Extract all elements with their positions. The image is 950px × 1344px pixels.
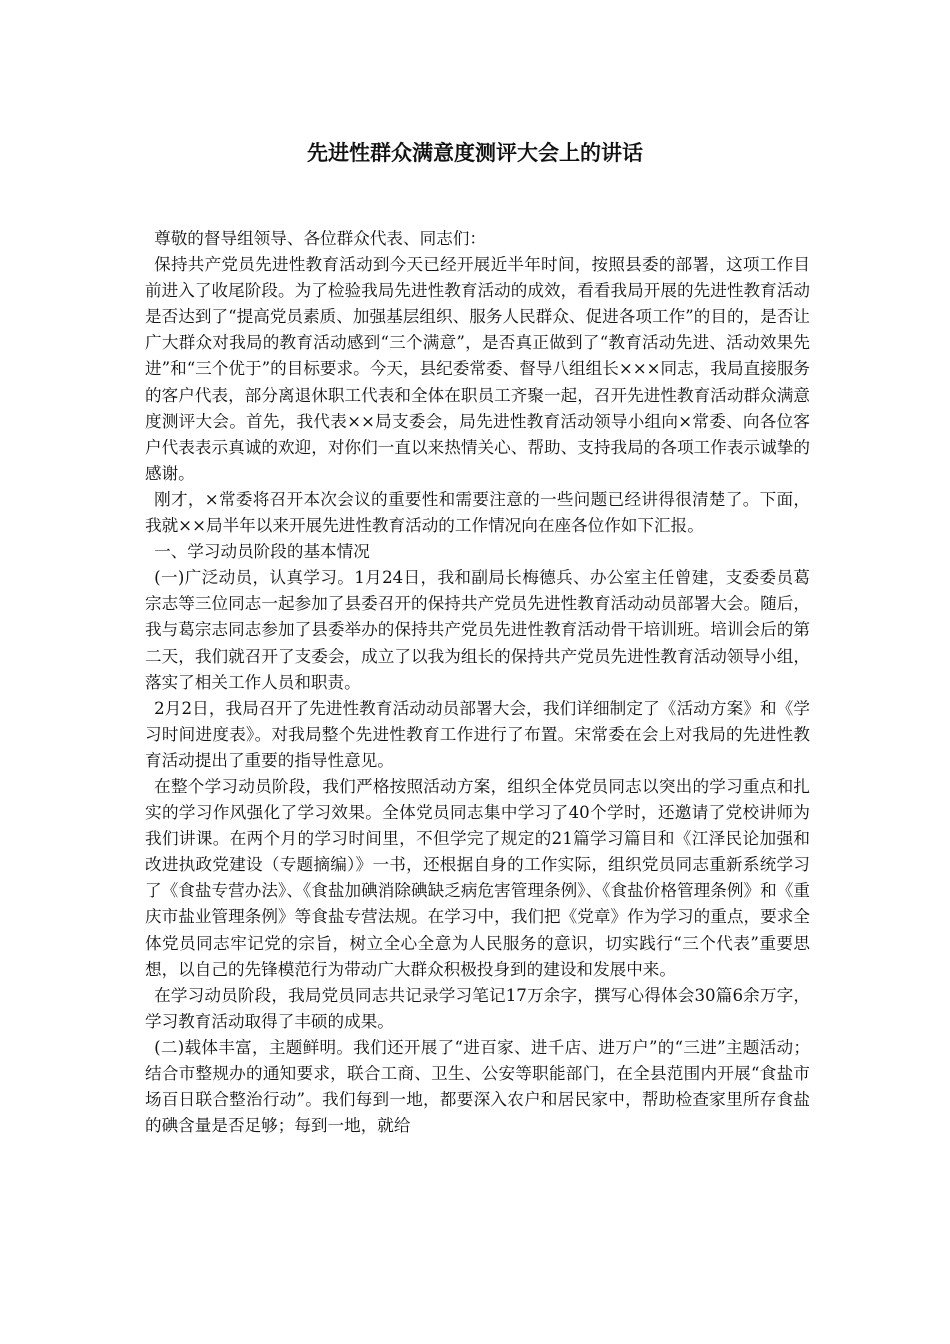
body-paragraph: 在学习动员阶段，我局党员同志共记录学习笔记17万余字，撰写心得体会30篇6余万字，学习教育活动取得了丰硕的成果。 <box>145 985 810 1031</box>
body-paragraph: (一)广泛动员，认真学习。1月24日，我和副局长梅德兵、办公室主任曾建，支委委员葛宗志等三位同志一起参加了县委召开的保持共产党员先进性教育活动动员部署大会。随后，我与葛宗志同志参加了县委举办的保持共产党员先进性教育活动骨干培训班。培训会后的第二天，我们就召开了支委会，成立了以我为组长的保持共产党员先进性教育活动领导小组，落实了相关工作人员和职责。 <box>145 568 810 692</box>
body-paragraph: 保持共产党员先进性教育活动到今天已经开展近半年时间，按照县委的部署，这项工作目前进入了收尾阶段。为了检验我局先进性教育活动的成效，看看我局开展的先进性教育活动是否达到了“提高党员素质、加强基层组织、服务人民群众、促进各项工作”的目的，是否让广大群众对我局的教育活动感到“三个满意”，是否真正做到了“教育活动先进、活动效果先进”和“三个优于”的目标要求。今天，县纪委常委、督导八组组长×××同志，我局直接服务的客户代表，部分离退休职工代表和全体在职员工齐聚一起，召开先进性教育活动群众满意度测评大会。首先，我代表××局支委会，局先进性教育活动领导小组向×常委、向各位客户代表表示真诚的欢迎，对你们一直以来热情关心、帮助、支持我局的各项工作表示诚挚的感谢。 <box>145 255 810 483</box>
body-paragraph: (二)载体丰富，主题鲜明。我们还开展了“进百家、进千店、进万户”的“三进”主题活动；结合市整规办的通知要求，联合工商、卫生、公安等职能部门，在全县范围内开展“食盐市场百日联合整治行动”。我们每到一地，都要深入农户和居民家中，帮助检查家里所存食盐的碘含量是否足够；每到一地，就给 <box>145 1037 810 1136</box>
document-title: 先进性群众满意度测评大会上的讲话 <box>307 140 643 165</box>
body-paragraph: 刚才，×常委将召开本次会议的重要性和需要注意的一些问题已经讲得很清楚了。下面，我就××局半年以来开展先进性教育活动的工作情况向在座各位作如下汇报。 <box>145 489 810 536</box>
body-paragraph: 在整个学习动员阶段，我们严格按照活动方案，组织全体党员同志以突出的学习重点和扎实的学习作风强化了学习效果。全体党员同志集中学习了40个学时，还邀请了党校讲师为我们讲课。在两个月的学习时间里，不但学完了规定的21篇学习篇目和《江泽民论加强和改进执政党建设（专题摘编）》一书，还根据自身的工作实际，组织党员同志重新系统学习了《食盐专营办法》、《食盐加碘消除碘缺乏病危害管理条例》、《食盐价格管理条例》和《重庆市盐业管理条例》等食盐专营法规。在学习中，我们把《党章》作为学习的重点，要求全体党员同志牢记党的宗旨，树立全心全意为人民服务的意识，切实践行“三个代表”重要思想，以自己的先锋模范行为带动广大群众积极投身到的建设和发展中来。 <box>145 776 810 979</box>
body-paragraph: 2月2日，我局召开了先进性教育活动动员部署大会，我们详细制定了《活动方案》和《学习时间进度表》。对我局整个先进性教育工作进行了布置。宋常委在会上对我局的先进性教育活动提出了重要的指导性意见。 <box>145 698 810 770</box>
salutation-paragraph: 尊敬的督导组领导、各位群众代表、同志们： <box>154 229 486 248</box>
document-body <box>145 226 810 1139</box>
section-heading: 一、学习动员阶段的基本情况 <box>154 542 370 562</box>
